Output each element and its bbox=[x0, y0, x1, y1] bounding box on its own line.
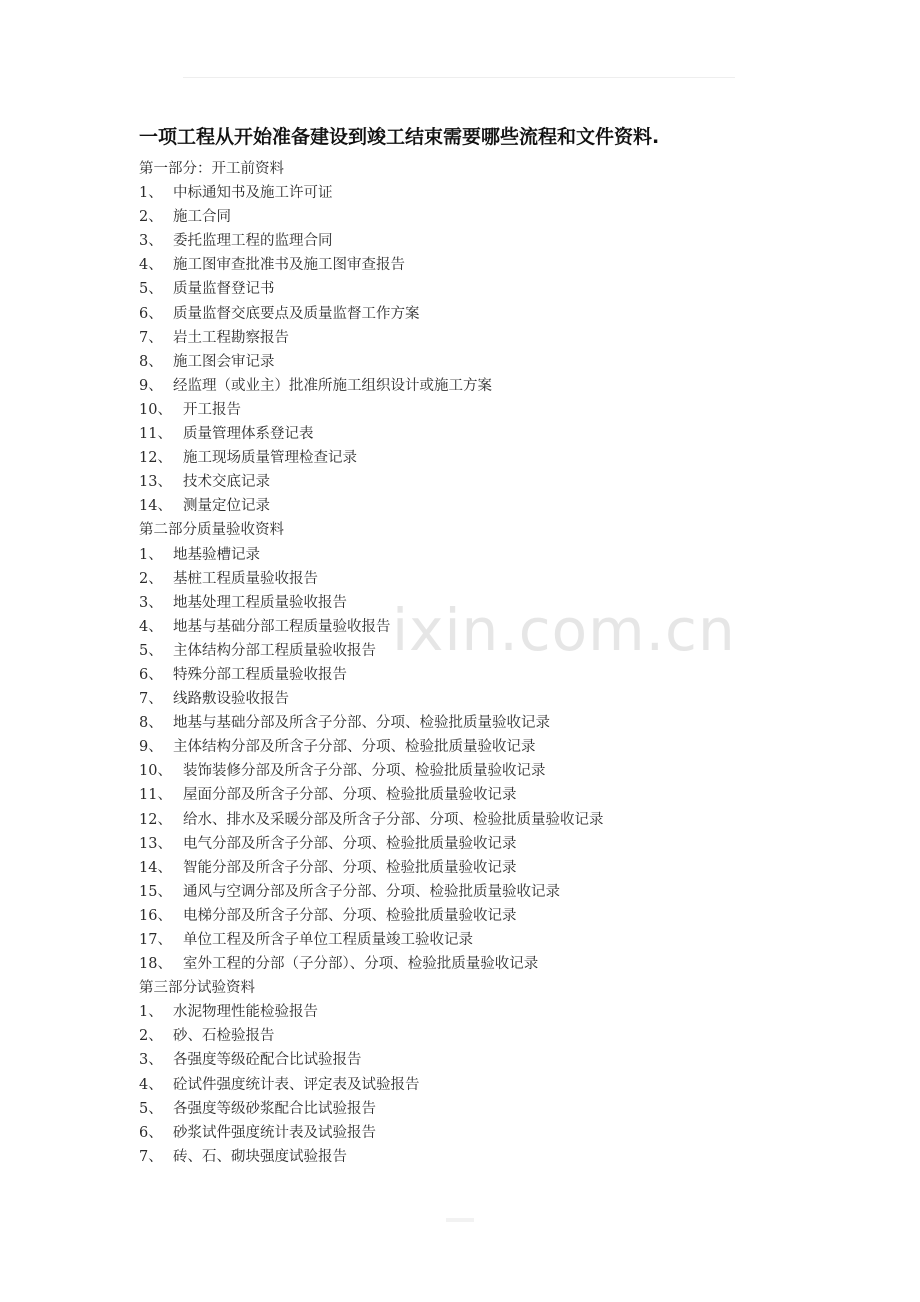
list-item bbox=[139, 326, 779, 350]
list-item-number: 1、 bbox=[139, 1004, 163, 1021]
list-item-number: 4、 bbox=[139, 1076, 163, 1093]
list-item-number: 9、 bbox=[139, 377, 163, 394]
list-item bbox=[139, 374, 779, 398]
header-rule bbox=[183, 77, 735, 78]
list-item-number: 3、 bbox=[139, 233, 163, 250]
list-item-number: 10、 bbox=[139, 401, 172, 418]
list-item-number: 13、 bbox=[139, 474, 172, 491]
list-item-text: 地基与基础分部工程质量验收报告 bbox=[173, 618, 391, 635]
list-item-number: 14、 bbox=[139, 498, 172, 515]
list-item bbox=[139, 470, 779, 494]
list-item bbox=[139, 687, 779, 711]
list-item bbox=[139, 1073, 779, 1097]
list-item bbox=[139, 422, 779, 446]
list-item-text: 施工图审查批准书及施工图审查报告 bbox=[173, 257, 405, 274]
list-item-number: 7、 bbox=[139, 329, 163, 346]
list-item bbox=[139, 277, 779, 301]
list-item-text: 电梯分部及所含子分部、分项、检验批质量验收记录 bbox=[183, 907, 517, 924]
list-item-number: 9、 bbox=[139, 739, 163, 756]
list-item-number: 14、 bbox=[139, 859, 172, 876]
list-item bbox=[139, 1024, 779, 1048]
list-item-number: 7、 bbox=[139, 1148, 163, 1165]
list-item-text: 智能分部及所含子分部、分项、检验批质量验收记录 bbox=[183, 859, 517, 876]
list-item-text: 单位工程及所含子单位工程质量竣工验收记录 bbox=[183, 932, 473, 948]
list-item bbox=[139, 735, 779, 759]
list-item-text: 装饰装修分部及所含子分部、分项、检验批质量验收记录 bbox=[183, 763, 546, 780]
list-item-number: 8、 bbox=[139, 353, 163, 370]
list-item-number: 7、 bbox=[139, 691, 163, 708]
list-item-number: 2、 bbox=[139, 209, 163, 226]
list-item-number: 10、 bbox=[139, 763, 172, 780]
list-item-text: 电气分部及所含子分部、分项、检验批质量验收记录 bbox=[183, 835, 517, 852]
list-item bbox=[139, 783, 779, 807]
list-item-text: 砖、石、砌块强度试验报告 bbox=[173, 1148, 347, 1165]
section-heading: 第二部分质量验收资料 bbox=[139, 522, 284, 539]
list-item-text: 基桩工程质量验收报告 bbox=[173, 570, 318, 587]
list-item-text: 主体结构分部工程质量验收报告 bbox=[173, 642, 376, 659]
list-item-number: 12、 bbox=[139, 811, 172, 828]
document-body bbox=[139, 157, 779, 1169]
watermark: ixin.com.cn bbox=[392, 596, 736, 664]
list-item bbox=[139, 205, 779, 229]
list-item bbox=[139, 494, 779, 518]
list-item-number: 11、 bbox=[139, 787, 172, 804]
list-item-text: 各强度等级砼配合比试验报告 bbox=[173, 1052, 362, 1069]
list-item-text: 各强度等级砂浆配合比试验报告 bbox=[173, 1100, 376, 1117]
list-item bbox=[139, 711, 779, 735]
list-item-text: 经监理（或业主）批准所施工组织设计或施工方案 bbox=[173, 377, 492, 394]
list-item-number: 3、 bbox=[139, 1052, 163, 1069]
list-item-text: 开工报告 bbox=[183, 401, 241, 418]
list-item bbox=[139, 928, 779, 952]
list-item-text: 质量监督交底要点及质量监督工作方案 bbox=[173, 305, 420, 322]
list-item bbox=[139, 1000, 779, 1024]
list-item-number: 1、 bbox=[139, 546, 163, 563]
list-item-text: 屋面分部及所含子分部、分项、检验批质量验收记录 bbox=[183, 787, 517, 804]
list-item bbox=[139, 856, 779, 880]
list-item-number: 5、 bbox=[139, 1100, 163, 1117]
list-item bbox=[139, 952, 779, 976]
list-item-number: 5、 bbox=[139, 642, 163, 659]
list-item-text: 施工图会审记录 bbox=[173, 353, 275, 370]
list-item-number: 16、 bbox=[139, 907, 172, 924]
list-item-number: 4、 bbox=[139, 618, 163, 635]
list-item bbox=[139, 759, 779, 783]
list-item-text: 施工合同 bbox=[173, 209, 231, 226]
list-item-text: 技术交底记录 bbox=[183, 474, 270, 491]
list-item-text: 地基与基础分部及所含子分部、分项、检验批质量验收记录 bbox=[173, 715, 550, 732]
list-item bbox=[139, 880, 779, 904]
list-item-text: 委托监理工程的监理合同 bbox=[173, 233, 333, 250]
list-item bbox=[139, 398, 779, 422]
list-item-text: 地基验槽记录 bbox=[173, 546, 260, 563]
footer-mark bbox=[446, 1218, 474, 1222]
list-item bbox=[139, 663, 779, 687]
list-item bbox=[139, 253, 779, 277]
list-item-number: 8、 bbox=[139, 715, 163, 732]
list-item-text: 中标通知书及施工许可证 bbox=[173, 185, 333, 202]
list-item bbox=[139, 808, 779, 832]
section-heading: 第一部分：开工前资料 bbox=[139, 161, 284, 177]
list-item-number: 6、 bbox=[139, 305, 163, 322]
section-heading: 第三部分试验资料 bbox=[139, 980, 255, 997]
list-item-number: 12、 bbox=[139, 450, 172, 467]
list-item bbox=[139, 302, 779, 326]
document-title: 一项工程从开始准备建设到竣工结束需要哪些流程和文件资料. bbox=[139, 126, 660, 148]
list-item-number: 13、 bbox=[139, 835, 172, 852]
list-item-number: 2、 bbox=[139, 1028, 163, 1045]
list-item-number: 17、 bbox=[139, 932, 172, 948]
list-item bbox=[139, 832, 779, 856]
list-item-text: 主体结构分部及所含子分部、分项、检验批质量验收记录 bbox=[173, 739, 536, 756]
list-item-number: 4、 bbox=[139, 257, 163, 274]
list-item bbox=[139, 446, 779, 470]
list-item-text: 室外工程的分部（子分部）、分项、检验批质量验收记录 bbox=[183, 956, 539, 973]
list-item-text: 岩土工程勘察报告 bbox=[173, 329, 289, 346]
list-item-number: 6、 bbox=[139, 1124, 163, 1141]
list-item-text: 水泥物理性能检验报告 bbox=[173, 1004, 318, 1021]
list-item bbox=[139, 1048, 779, 1072]
list-item bbox=[139, 1145, 779, 1169]
list-item bbox=[139, 229, 779, 253]
list-item-text: 测量定位记录 bbox=[183, 498, 270, 515]
list-item-text: 质量监督登记书 bbox=[173, 281, 275, 298]
list-item-text: 给水、排水及采暖分部及所含子分部、分项、检验批质量验收记录 bbox=[183, 811, 604, 828]
list-item-text: 通风与空调分部及所含子分部、分项、检验批质量验收记录 bbox=[183, 883, 560, 900]
list-item-number: 18、 bbox=[139, 956, 172, 973]
document-page bbox=[139, 120, 779, 1169]
list-item-number: 11、 bbox=[139, 426, 172, 443]
list-item-text: 施工现场质量管理检查记录 bbox=[183, 450, 357, 467]
list-item bbox=[139, 350, 779, 374]
list-item-number: 1、 bbox=[139, 185, 163, 202]
list-item bbox=[139, 639, 779, 663]
list-item-number: 6、 bbox=[139, 666, 163, 683]
list-item-text: 质量管理体系登记表 bbox=[183, 426, 314, 443]
list-item bbox=[139, 543, 779, 567]
list-item-text: 砂浆试件强度统计表及试验报告 bbox=[173, 1124, 376, 1141]
list-item bbox=[139, 904, 779, 928]
list-item-number: 15、 bbox=[139, 883, 172, 900]
list-item-text: 特殊分部工程质量验收报告 bbox=[173, 666, 347, 683]
list-item-text: 砼试件强度统计表、评定表及试验报告 bbox=[173, 1076, 420, 1093]
list-item bbox=[139, 615, 779, 639]
list-item-text: 地基处理工程质量验收报告 bbox=[173, 594, 347, 611]
list-item-number: 2、 bbox=[139, 570, 163, 587]
list-item-number: 5、 bbox=[139, 281, 163, 298]
list-item bbox=[139, 567, 779, 591]
list-item-text: 砂、石检验报告 bbox=[173, 1028, 275, 1045]
list-item bbox=[139, 1121, 779, 1145]
list-item bbox=[139, 1097, 779, 1121]
list-item bbox=[139, 181, 779, 205]
list-item-text: 线路敷设验收报告 bbox=[173, 691, 289, 708]
list-item bbox=[139, 591, 779, 615]
list-item-number: 3、 bbox=[139, 594, 163, 611]
